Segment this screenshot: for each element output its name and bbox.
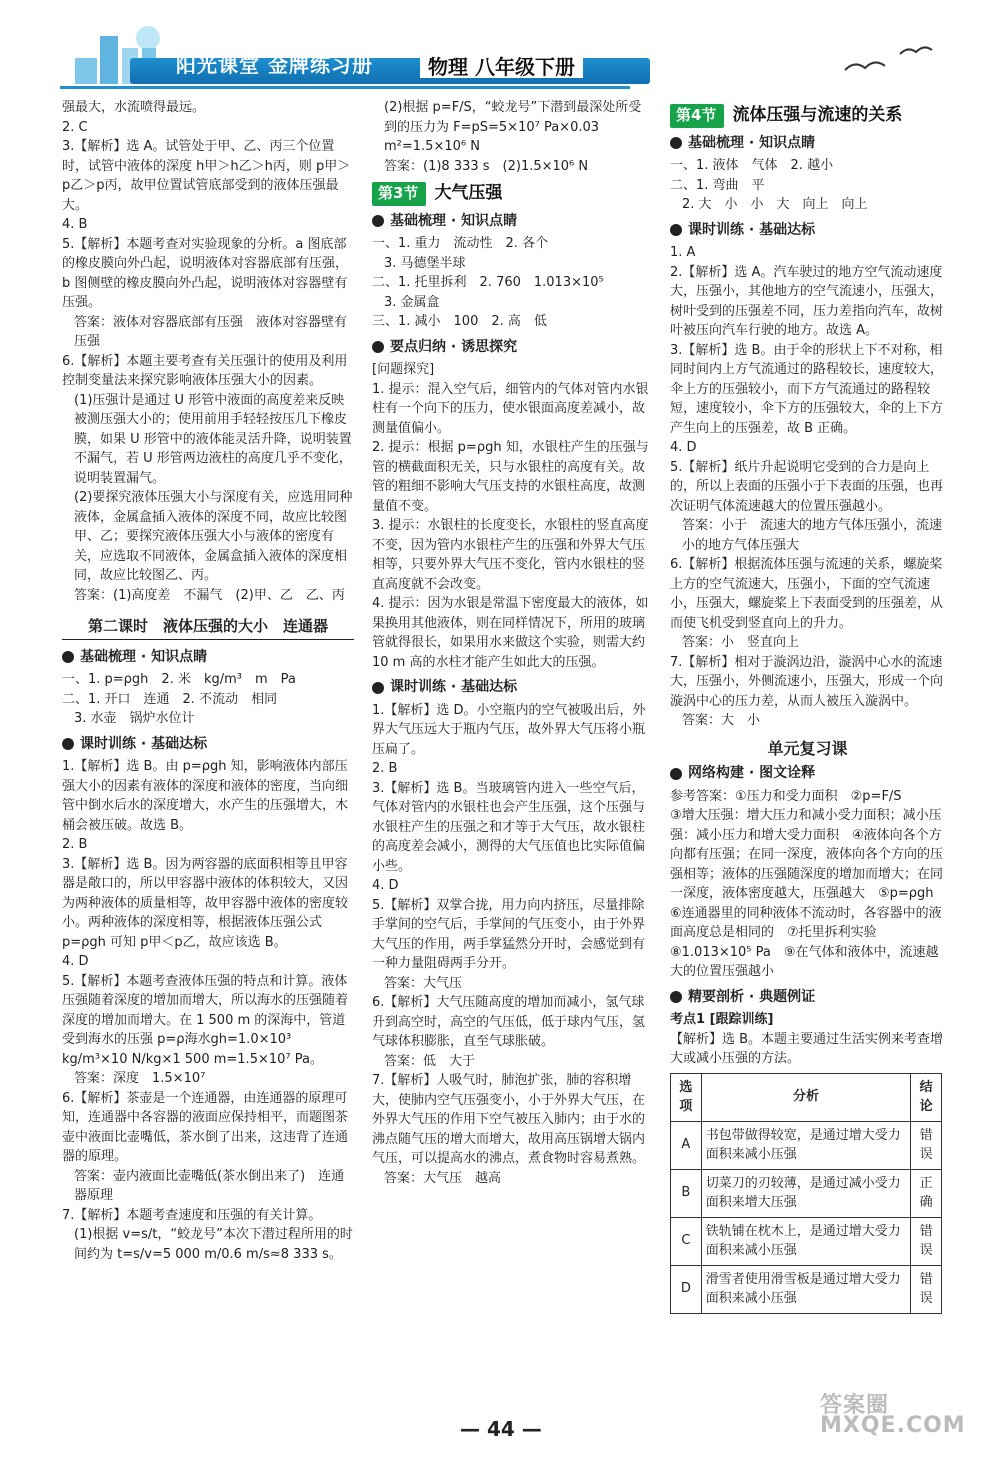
- text-line: 3.【解析】选 B。当玻璃管内进入一些空气后，气体对管内的水银柱也会产生压强，这个压强与水银柱产生的压强之和才等于大气压，故水银柱的高度差会减小，测得的大气压值也比实际值偏小些。: [372, 780, 646, 874]
- section-title: 大气压强: [434, 183, 503, 203]
- text-line: (2)要探究液体压强大小与深度有关，应选用同种液体，金属盒插入液体的深度不同，故应比较图甲、乙；要探究液体压强大小与液体的密度有关，应选取不同液体，金属盒插入液体的深度相同，故应比较图乙、丙。: [74, 490, 353, 583]
- text-line: 三、1. 减小 100 2. 高 低: [372, 314, 547, 329]
- answer-line: 答案：大 小: [682, 713, 761, 728]
- text-line: 2. C: [62, 119, 88, 135]
- book-title: 阳光课堂 金牌练习册: [176, 53, 373, 77]
- subsection-heading: [372, 212, 652, 232]
- lesson-title: 第二课时 液体压强的大小 连通器: [62, 615, 354, 640]
- table-cell: 书包带做得较宽，是通过增大受力面积来减小压强: [701, 1121, 911, 1169]
- subsection-title: 精要剖析 · 典题例证: [688, 988, 816, 1005]
- table-cell: 正确: [911, 1169, 942, 1217]
- text-line: 强最大，水流喷得最远。: [62, 100, 206, 115]
- table-row: [671, 1169, 942, 1217]
- bullet-icon: [62, 651, 74, 663]
- answer-line: 答案：大气压 越高: [384, 1170, 502, 1186]
- page-header: [0, 0, 1000, 92]
- bullet-icon: [670, 991, 682, 1003]
- subsection-title: 要点归纳 · 诱思探究: [390, 338, 518, 355]
- subsection-heading: [670, 764, 945, 784]
- bullet-icon: [372, 341, 384, 353]
- text-line: 2.【解析】选 A。汽车驶过的地方空气流动速度大，压强小，其他地方的空气流速小，压强大，树叶受到的压强差不同，压力差指向汽车，故树叶被压向汽车行驶的地方。故选 A。: [670, 264, 944, 338]
- page-number: — 44 —: [460, 1417, 542, 1441]
- birds-icon: [840, 40, 950, 80]
- text-line: 4. D: [62, 954, 89, 969]
- table-cell: C: [671, 1217, 702, 1265]
- text-line: 参考答案：①压力和受力面积 ②p=F/S: [670, 788, 902, 804]
- text-line: 6.【解析】本题主要考查有关压强计的使用及利用控制变量法来探究影响液体压强大小的因素。: [62, 353, 348, 388]
- text-line: 4. B: [62, 217, 88, 232]
- text-line: 【解析】选 B。本题主要通过生活实例来考查增大或减小压强的方法。: [670, 1031, 944, 1066]
- table-cell: A: [671, 1121, 702, 1169]
- subject-title: 物理 八年级下册: [420, 58, 583, 78]
- text-line: 2. B: [372, 761, 398, 776]
- text-line: 3.【解析】选 B。由于伞的形状上下不对称，相同时间内上方气流通过的路程较长，速度较大，伞上方的压强较小，而下方气流通过的路程较短，速度较小，伞下方的压强较大，伞的上下方产生向上的压强差，故 B 正确。: [670, 342, 944, 436]
- section-heading: [670, 104, 945, 128]
- answer-line: 答案：小 竖直向上: [682, 635, 800, 650]
- bullet-icon: [670, 768, 682, 780]
- watermark: 答案圈 MXQE.COM: [820, 1393, 966, 1438]
- subsection-heading: [670, 988, 945, 1008]
- table-cell: D: [671, 1265, 702, 1313]
- table-cell: 错误: [911, 1121, 942, 1169]
- subsection-heading: [372, 338, 652, 358]
- text-line: 3.【解析】选 B。因为两容器的底面积相等且甲容器是敞口的，所以甲容器中液体的体积较大，又因为两种液体的质量相等，故甲容器中液体的密度较小。两种液体的深度相等，根据液体压强公式 p=ρgh 可知 p甲＜p乙，故应该选 B。: [62, 856, 349, 950]
- answer-line: 答案：液体对容器底部有压强 液体对容器壁有压强: [74, 314, 348, 349]
- table-cell: 铁轨铺在枕木上，是通过增大受力面积来减小压强: [701, 1217, 911, 1265]
- section-title: 流体压强与流速的关系: [732, 105, 903, 125]
- text-line: (2)根据 p=F/S，“蛟龙号”下潜到最深处所受到的压力为 F=pS=5×10⁷ Pa×0.03 m²=1.5×10⁶ N: [384, 100, 642, 154]
- subsection-title: 课时训练 · 基础达标: [390, 679, 518, 695]
- bullet-icon: [670, 224, 682, 236]
- text-line: 二、1. 开口 连通 2. 不流动 相同: [62, 691, 278, 707]
- section-heading: [372, 182, 652, 206]
- subsection-title: 基础梳理 · 知识点睛: [688, 134, 816, 151]
- subsection-heading: [670, 221, 945, 241]
- text-line: 1. 提示：混入空气后，细管内的气体对管内水银柱有一个向下的压力，使水银面高度差减小，故测量值偏小。: [372, 381, 649, 436]
- subsection-title: 课时训练 · 基础达标: [688, 221, 816, 238]
- answer-line: 答案：深度 1.5×10⁷: [74, 1071, 206, 1086]
- text-line: 6.【解析】根据流体压强与流速的关系，螺旋桨上方的空气流速大，压强小，下面的空气流速小，压强大，螺旋桨上下表面受到的压强差，从而使飞机受到竖直向上的升力。: [670, 557, 944, 631]
- text-line: (1)压强计是通过 U 形管中液面的高度差来反映被测压强大小的；使用前用手轻轻按压几下橡皮膜，如果 U 形管中的液体能灵活升降，说明装置不漏气，若 U 形管两边液柱的高度几乎不变化，说明装置漏气。: [74, 392, 352, 486]
- text-line: 3. 马德堡半球: [384, 255, 466, 271]
- bullet-icon: [62, 738, 74, 750]
- text-line: 3. 金属盒: [384, 294, 440, 310]
- text-line: 二、1. 弯曲 平: [670, 177, 765, 193]
- text-line: 一、1. 重力 流动性 2. 各个: [372, 236, 549, 251]
- column-3: [670, 98, 945, 1314]
- subsection-title: 网络构建 · 图文诠释: [688, 765, 816, 781]
- text-line: ③增大压强：增大压力和减小受力面积；减小压强：减小压力和增大受力面积 ④液体向各个方向都有压强；在同一深度，液体向各个方向的压强相等；液体的压强随深度的增加而增大；在同一深度，液体密度越大，压强越大 ⑤p=ρgh ⑥连通器里的同种液体不流动时，各容器中的液面高度总是相同的 ⑦托里拆利实验 ⑧1.013×10⁵ Pa ⑨在气体和液体中，流速越大的位置压强越小: [670, 808, 947, 979]
- text-line: 7.【解析】本题考查速度和压强的有关计算。: [62, 1207, 322, 1223]
- text-line: 1.【解析】选 D。小空瓶内的空气被吸出后，外界大气压远大于瓶内气压，故外界大气压将小瓶压扁了。: [372, 702, 646, 757]
- unit-title: 单元复习课: [767, 738, 848, 758]
- subsection-title: 基础梳理 · 知识点睛: [80, 648, 208, 665]
- text-line: [问题探究]: [372, 362, 435, 377]
- subsection-heading: [372, 678, 652, 698]
- table-row: [671, 1265, 942, 1313]
- text-line: 2. 大 小 小 大 向上 向上: [682, 197, 868, 212]
- point-label: 考点1 [跟踪训练]: [670, 1012, 774, 1027]
- bullet-icon: [372, 682, 384, 694]
- table-row: [671, 1217, 942, 1265]
- text-line: 5.【解析】双掌合拢，用力向内挤压，尽量排除手掌间的空气后，手掌间的气压变小，由于外界大气压的作用，两手掌猛然分开时，会感觉到有一种力量阻碍两手分开。: [372, 897, 646, 971]
- table-cell: 滑雪者使用滑雪板是通过增大受力面积来减小压强: [701, 1265, 911, 1313]
- answer-line: 答案：(1)高度差 不漏气 (2)甲、乙 乙、丙: [74, 587, 345, 603]
- answer-line: 答案：壶内液面比壶嘴低(茶水倒出来了) 连通器原理: [74, 1168, 345, 1203]
- subsection-heading: [62, 648, 354, 668]
- text-line: 1. A: [670, 245, 696, 260]
- text-line: 4. D: [670, 440, 697, 455]
- text-line: 6.【解析】茶壶是一个连通器，由连通器的原理可知，连通器中各容器的液面应保持相平，而题图茶壶中液面比壶嘴低，茶水倒了出来，这违背了连通器的原理。: [62, 1090, 349, 1164]
- table-cell: 错误: [911, 1217, 942, 1265]
- text-line: 1.【解析】选 B。由 p=ρgh 知，影响液体内部压强大小的因素有液体的深度和液体的密度，当向细管中倒水后水的深度增大，水产生的压强增大，木桶会被压破。故选 B。: [62, 759, 349, 833]
- section-badge: 第3节: [372, 182, 426, 206]
- text-line: 一、1. p=ρgh 2. 米 kg/m³ m Pa: [62, 672, 296, 687]
- bullet-icon: [372, 215, 384, 227]
- column-1: [62, 98, 354, 1264]
- answer-line: 答案：小于 流速大的地方气体压强小，流速小的地方气体压强大: [682, 518, 943, 553]
- text-line: 2. B: [62, 837, 88, 852]
- text-line: 7.【解析】相对于漩涡边沿，漩涡中心水的流速大，压强小，外侧流速小，压强大，形成一个向漩涡中心的压力差，从而人被压入漩涡中。: [670, 654, 944, 709]
- subsection-title: 课时训练 · 基础达标: [80, 735, 208, 752]
- table-cell: 切菜刀的刃较薄，是通过减小受力面积来增大压强: [701, 1169, 911, 1217]
- text-line: 5.【解析】纸片升起说明它受到的合力是向上的，所以上表面的压强小于下表面的压强，也再次证明气体流速越大的位置压强越小。: [670, 459, 944, 514]
- answer-line: 答案：大气压: [384, 975, 463, 991]
- subsection-title: 基础梳理 · 知识点睛: [390, 212, 518, 229]
- bullet-icon: [670, 137, 682, 149]
- text-line: 2. 提示：根据 p=ρgh 知，水银柱产生的压强与管的横截面积无关，只与水银柱的高度有关。故管的粗细不影响大气压支持的水银柱高度，故测量值不变。: [372, 440, 649, 514]
- text-line: 二、1. 托里拆利 2. 760 1.013×10⁵: [372, 275, 604, 290]
- answer-line: 答案：(1)8 333 s (2)1.5×10⁶ N: [384, 158, 589, 174]
- table-header: 选项: [671, 1073, 702, 1121]
- text-line: (1)根据 v=s/t，“蛟龙号”本次下潜过程所用的时间约为 t=s/v=5 000 m/0.6 m/s≈8 333 s。: [74, 1227, 353, 1262]
- text-line: 一、1. 液体 气体 2. 越小: [670, 158, 834, 173]
- text-line: 3.【解析】选 A。试管处于甲、乙、丙三个位置时，试管中液体的深度 h甲＞h乙＞h丙，则 p甲＞p乙＞p丙，故甲位置试管底部受到的液体压强最大。: [62, 139, 351, 213]
- table-cell: B: [671, 1169, 702, 1217]
- text-line: 5.【解析】本题考查对实验现象的分析。a 图底部的橡皮膜向外凸起，说明液体对容器底部有压强，b 图侧壁的橡皮膜向外凸起，说明液体对容器壁有压强。: [62, 236, 349, 310]
- subsection-heading: [62, 735, 354, 755]
- text-line: 6.【解析】大气压随高度的增加而减小，氢气球升到高空时，高空的气压低，低于球内气压，氢气球体积膨胀，直至气球胀破。: [372, 995, 646, 1049]
- header-rule: [60, 86, 630, 89]
- table-header: 结论: [911, 1073, 942, 1121]
- table-cell: 错误: [911, 1265, 942, 1313]
- column-2: [372, 98, 652, 1188]
- text-line: 4. 提示：因为水银是常温下密度最大的液体，如果换用其他液体，则在同样情况下，所用的玻璃管就得很长，如果用水来做这个实验，则需大约 10 m 高的水柱才能产生如此大的压强。: [372, 596, 650, 670]
- text-line: 3. 提示：水银柱的长度变长，水银柱的竖直高度不变，因为管内水银柱产生的压强和外界大气压相等，只要外界大气压不变化，管内水银柱的竖直高度就不会改变。: [372, 518, 649, 592]
- table-header: 分析: [701, 1073, 911, 1121]
- answer-line: 答案：低 大于: [384, 1053, 476, 1069]
- section-badge: 第4节: [670, 104, 724, 128]
- table-header-row: [671, 1073, 942, 1121]
- text-line: 3. 水壶 锅炉水位计: [74, 711, 195, 726]
- text-line: 7.【解析】人吸气时，肺泡扩张，肺的容积增大，使肺内空气压强变小，小于外界大气压，在外界大气压的作用下空气被压入肺内；由于水的沸点随气压的增大而增大，故用高压锅增大锅内气压，可以提高水的沸点，煮食物时容易煮熟。: [372, 1073, 646, 1166]
- subsection-heading: [670, 134, 945, 154]
- text-line: 5.【解析】本题考查液体压强的特点和计算。液体压强随着深度的增加而增大，所以海水的压强随着深度的增加而增大。在 1 500 m 的深海中，管道受到海水的压强 p=ρ海水gh=1.0×10³ kg/m³×10 N/kg×1 500 m=1.5×10⁷ Pa。: [62, 973, 349, 1067]
- table-row: [671, 1121, 942, 1169]
- text-line: 4. D: [372, 878, 399, 893]
- analysis-table: [670, 1073, 942, 1314]
